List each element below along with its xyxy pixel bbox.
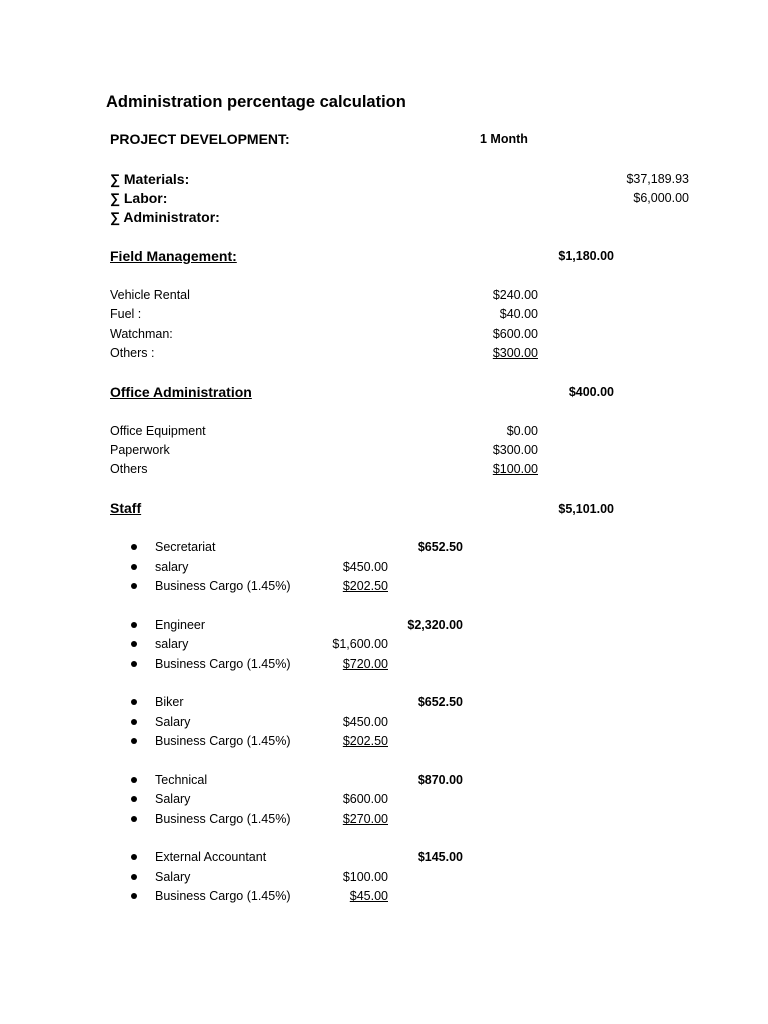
staff-salary-label: salary xyxy=(155,637,189,651)
staff-cargo-value: $45.00 xyxy=(349,889,388,903)
staff-role: Engineer xyxy=(155,618,206,632)
summary-materials-label: ∑ Materials: xyxy=(110,171,190,187)
field-item-value: $300.00 xyxy=(492,346,538,360)
bullet-icon xyxy=(131,564,137,570)
staff-role-total: $870.00 xyxy=(417,773,463,787)
staff-salary-label: Salary xyxy=(155,792,191,806)
staff-cargo-value: $720.00 xyxy=(342,657,388,671)
staff-cargo-label: Business Cargo (1.45%) xyxy=(155,734,291,748)
office-item-label: Office Equipment xyxy=(110,424,206,438)
staff-cargo-value: $202.50 xyxy=(342,734,388,748)
staff-cargo-label: Business Cargo (1.45%) xyxy=(155,657,291,671)
field-management-total: $1,180.00 xyxy=(558,249,614,263)
staff-role: Secretariat xyxy=(155,540,216,554)
office-item-label: Paperwork xyxy=(110,443,170,457)
staff-salary-value: $600.00 xyxy=(342,792,388,806)
staff-salary-value: $100.00 xyxy=(342,870,388,884)
field-item-label: Watchman: xyxy=(110,327,173,341)
staff-cargo-value: $270.00 xyxy=(342,812,388,826)
staff-total: $5,101.00 xyxy=(558,502,614,516)
staff-role: Biker xyxy=(155,695,184,709)
field-item-label: Others : xyxy=(110,346,155,360)
office-item-value: $0.00 xyxy=(506,424,538,438)
project-period: 1 Month xyxy=(480,132,528,146)
project-label: PROJECT DEVELOPMENT: xyxy=(110,131,290,147)
bullet-icon xyxy=(131,544,137,550)
field-management-heading: Field Management: xyxy=(110,248,237,264)
staff-role-total: $2,320.00 xyxy=(407,618,463,632)
staff-cargo-label: Business Cargo (1.45%) xyxy=(155,579,291,593)
office-administration-heading: Office Administration xyxy=(110,384,252,400)
staff-salary-value: $450.00 xyxy=(342,715,388,729)
staff-role: External Accountant xyxy=(155,850,267,864)
bullet-icon xyxy=(131,641,137,647)
bullet-icon xyxy=(131,699,137,705)
office-item-value: $300.00 xyxy=(492,443,538,457)
bullet-icon xyxy=(131,777,137,783)
summary-labor-label: ∑ Labor: xyxy=(110,190,168,206)
bullet-icon xyxy=(131,622,137,628)
office-administration-total: $400.00 xyxy=(568,385,614,399)
staff-role-total: $652.50 xyxy=(417,695,463,709)
staff-salary-label: Salary xyxy=(155,870,191,884)
bullet-icon xyxy=(131,854,137,860)
summary-administrator-label: ∑ Administrator: xyxy=(110,209,220,225)
bullet-icon xyxy=(131,893,137,899)
office-item-value: $100.00 xyxy=(492,462,538,476)
bullet-icon xyxy=(131,583,137,589)
bullet-icon xyxy=(131,816,137,822)
office-item-label: Others xyxy=(110,462,148,476)
field-item-value: $600.00 xyxy=(492,327,538,341)
staff-role: Technical xyxy=(155,773,208,787)
staff-salary-value: $1,600.00 xyxy=(332,637,388,651)
summary-materials-value: $37,189.93 xyxy=(626,172,689,186)
bullet-icon xyxy=(131,661,137,667)
page-title: Administration percentage calculation xyxy=(106,93,406,111)
staff-role-total: $652.50 xyxy=(417,540,463,554)
bullet-icon xyxy=(131,719,137,725)
staff-heading: Staff xyxy=(110,500,142,516)
field-item-label: Fuel : xyxy=(110,307,142,321)
staff-cargo-label: Business Cargo (1.45%) xyxy=(155,889,291,903)
staff-salary-label: Salary xyxy=(155,715,191,729)
field-item-value: $240.00 xyxy=(492,288,538,302)
staff-cargo-value: $202.50 xyxy=(342,579,388,593)
field-item-value: $40.00 xyxy=(499,307,538,321)
bullet-icon xyxy=(131,738,137,744)
staff-cargo-label: Business Cargo (1.45%) xyxy=(155,812,291,826)
staff-salary-value: $450.00 xyxy=(342,560,388,574)
bullet-icon xyxy=(131,796,137,802)
field-item-label: Vehicle Rental xyxy=(110,288,190,302)
staff-salary-label: salary xyxy=(155,560,189,574)
staff-role-total: $145.00 xyxy=(417,850,463,864)
summary-labor-value: $6,000.00 xyxy=(633,191,689,205)
bullet-icon xyxy=(131,874,137,880)
